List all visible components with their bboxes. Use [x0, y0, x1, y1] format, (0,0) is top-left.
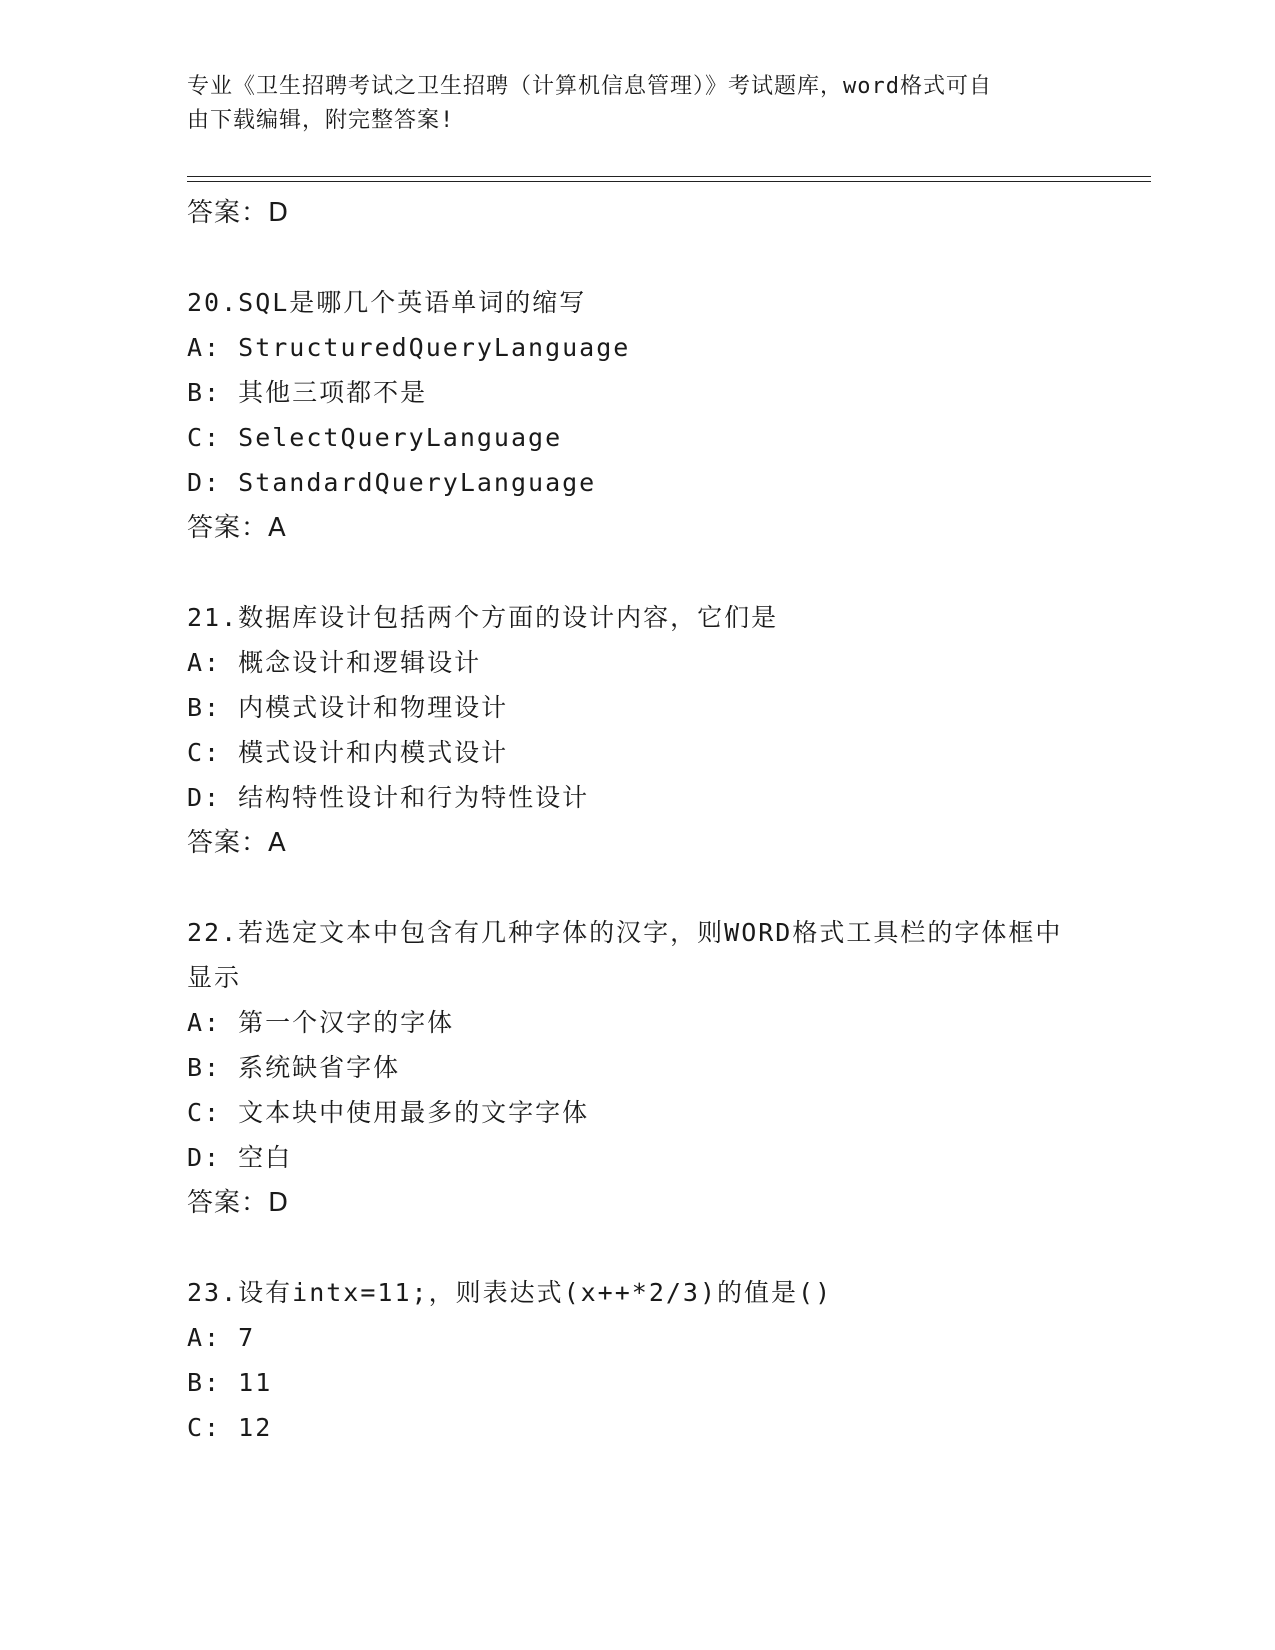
- question-stem: 22.若选定文本中包含有几种字体的汉字，则WORD格式工具栏的字体框中显示: [187, 918, 1063, 992]
- spacer: [187, 866, 1087, 910]
- spacer: [187, 551, 1087, 595]
- question-list: [187, 190, 1087, 1450]
- option-d: D: 结构特性设计和行为特性设计: [187, 783, 590, 812]
- question-stem: 23.设有intx=11;，则表达式(x++*2/3)的值是(): [187, 1278, 833, 1307]
- header-divider-bottom: [187, 181, 1151, 182]
- option-d: D: 空白: [187, 1143, 293, 1172]
- spacer: [187, 236, 1087, 280]
- option-c: C: 模式设计和内模式设计: [187, 738, 509, 767]
- option-c: C: SelectQueryLanguage: [187, 423, 563, 452]
- question-stem: 20.SQL是哪几个英语单词的缩写: [187, 288, 587, 317]
- option-a: A: 概念设计和逻辑设计: [187, 648, 482, 677]
- question-stem: 21.数据库设计包括两个方面的设计内容，它们是: [187, 603, 779, 632]
- option-c: C: 12: [187, 1413, 273, 1442]
- option-b: B: 其他三项都不是: [187, 378, 428, 407]
- option-d: D: StandardQueryLanguage: [187, 468, 597, 497]
- header-divider-top: [187, 176, 1151, 177]
- spacer: [187, 1226, 1087, 1270]
- question-block: [187, 1270, 1087, 1450]
- question-block: [187, 910, 1087, 1226]
- option-a: A: 第一个汉字的字体: [187, 1008, 455, 1037]
- answer-line: 答案：D: [187, 1188, 290, 1218]
- option-a: A: StructuredQueryLanguage: [187, 333, 631, 362]
- header-line-2: 由下载编辑，附完整答案!: [187, 108, 455, 133]
- option-c: C: 文本块中使用最多的文字字体: [187, 1098, 590, 1127]
- answer-line: 答案：A: [187, 513, 287, 543]
- option-a: A: 7: [187, 1323, 256, 1352]
- header-line-1: 专业《卫生招聘考试之卫生招聘（计算机信息管理）》考试题库，word格式可自: [187, 74, 992, 99]
- option-b: B: 11: [187, 1368, 273, 1397]
- question-block: [187, 280, 1087, 551]
- answer-line: 答案：A: [187, 828, 287, 858]
- answer-line: 答案：D: [187, 198, 290, 228]
- document-header: [187, 70, 1067, 138]
- option-b: B: 内模式设计和物理设计: [187, 693, 509, 722]
- question-block: [187, 595, 1087, 866]
- option-b: B: 系统缺省字体: [187, 1053, 401, 1082]
